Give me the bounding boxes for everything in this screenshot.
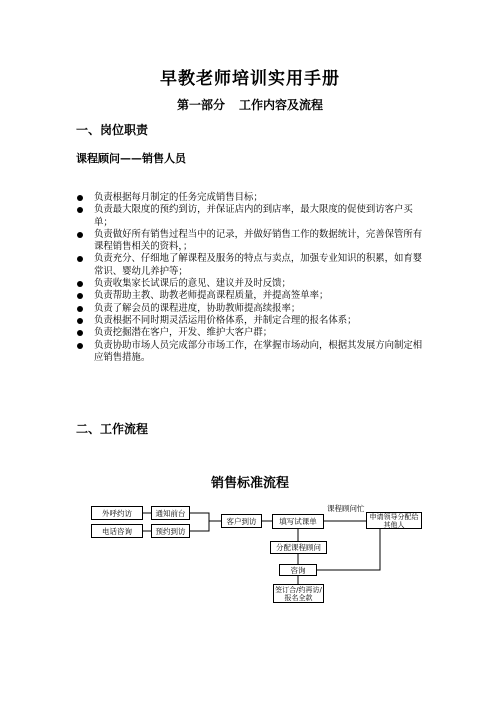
flow-node-sign-contract: 签订合/约再访/报名全款 bbox=[273, 584, 324, 603]
flow-edge-label: 课程顾问忙 bbox=[327, 504, 365, 513]
list-item: 负责做好所有销售过程当中的记录，并做好销售工作的数据统计，完善保管所有课程销售相关的资料，； bbox=[76, 229, 428, 254]
flow-node-notify-front: 通知前台 bbox=[151, 506, 190, 520]
flow-node-customer-visit: 客户到访 bbox=[221, 514, 262, 528]
role-title: 课程顾问——销售人员 bbox=[76, 152, 186, 165]
list-item: 负责帮助主教、助教老师提高课程质量，并提高签单率； bbox=[76, 290, 428, 302]
flowchart-title: 销售标准流程 bbox=[210, 476, 289, 491]
flow-node-apply-leader: 申请领导分配给其他人 bbox=[366, 512, 422, 529]
list-item: 负责根据不同时期灵活运用价格体系，并制定合理的报名体系； bbox=[76, 315, 428, 327]
flow-node-fill-form: 填写试课单 bbox=[272, 514, 324, 529]
list-item: 负责根据每月制定的任务完成销售目标； bbox=[76, 192, 428, 204]
part-title: 工作内容及流程 bbox=[239, 98, 324, 112]
document-title: 早教老师培训实用手册 bbox=[160, 69, 340, 89]
connector-line bbox=[190, 513, 209, 531]
list-item: 负责挖掘潜在客户，开发、维护大客户群； bbox=[76, 327, 428, 339]
flow-node-phone-inquiry: 电话咨询 bbox=[91, 524, 143, 538]
section-heading-duties: 一、岗位职责 bbox=[76, 123, 149, 137]
list-item: 负责收集家长试课后的意见、建议并及时反馈； bbox=[76, 278, 428, 290]
flow-node-assign-consultant: 分配课程顾问 bbox=[270, 541, 327, 554]
flow-node-phone-invite: 外呼约访 bbox=[91, 506, 143, 520]
list-item: 负责充分、仔细地了解课程及服务的特点与卖点，加强专业知识的积累，如育婴常识、婴幼儿养护等； bbox=[76, 253, 428, 278]
list-item: 负责最大限度的预约到访，并保证店内的到店率，最大限度的促使到访客户买单； bbox=[76, 204, 428, 229]
list-item: 负责协助市场人员完成部分市场工作，在掌握市场动向，根据其发展方向制定相应销售措施。 bbox=[76, 340, 428, 365]
list-item: 负责了解会员的课程进度，协助教师提高续报率； bbox=[76, 303, 428, 315]
flow-node-consult: 咨询 bbox=[279, 564, 317, 576]
flow-node-booked-visit: 预约到访 bbox=[151, 524, 190, 538]
section-heading-workflow: 二、工作流程 bbox=[76, 422, 149, 436]
part-label: 第一部分 bbox=[176, 98, 225, 112]
